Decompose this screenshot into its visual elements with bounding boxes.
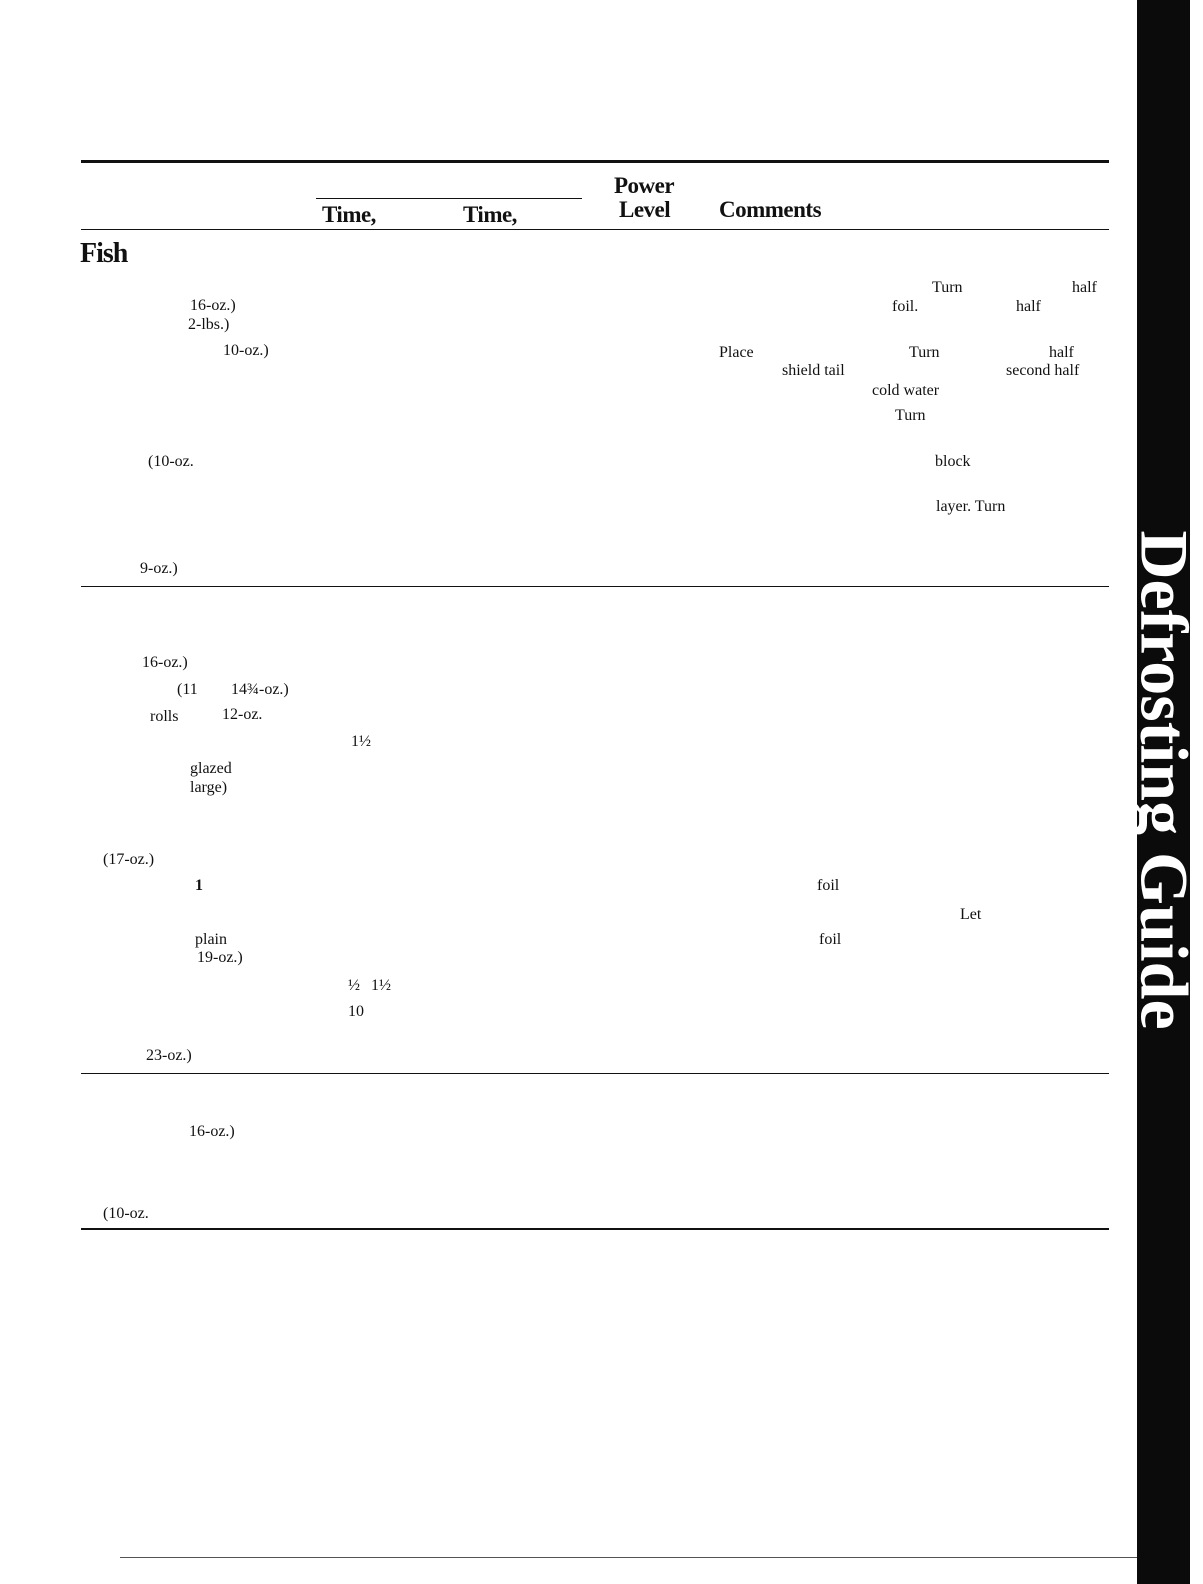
bread-time-3: 1½ bbox=[371, 977, 391, 994]
fish-comment-10: cold water bbox=[872, 382, 940, 399]
bread-food-5: 12-oz. bbox=[222, 706, 263, 723]
bread-food-6: glazed bbox=[190, 760, 232, 777]
bread-food-3: 14¾-oz.) bbox=[231, 681, 289, 698]
bread-food-11: 19-oz.) bbox=[197, 949, 243, 966]
fish-comment-3: foil. bbox=[892, 298, 919, 315]
bread-comment-2: Let bbox=[960, 906, 982, 923]
bread-food-10: plain bbox=[195, 931, 227, 948]
fish-comment-13: layer. Turn bbox=[936, 498, 1006, 515]
fish-comment-9: second half bbox=[1006, 362, 1080, 379]
bread-food-2: (11 bbox=[177, 681, 198, 698]
fish-food-4: (10-oz. bbox=[148, 453, 194, 470]
bread-food-9: 1 bbox=[195, 877, 203, 894]
sidebar-tab bbox=[1126, 0, 1202, 1584]
bread-time-4: 10 bbox=[348, 1003, 364, 1020]
fish-food-5: 9-oz.) bbox=[140, 560, 178, 577]
bread-food-7: large) bbox=[190, 779, 228, 796]
fish-comment-1: Turn bbox=[932, 279, 963, 296]
header-comments: Comments bbox=[719, 197, 822, 222]
bread-food-8: (17-oz.) bbox=[103, 851, 155, 868]
sidebar-label: Defrosting Guide bbox=[1126, 530, 1202, 1030]
header-time-1: Time, bbox=[322, 202, 376, 227]
fish-comment-8: shield tail bbox=[782, 362, 845, 379]
veg-food-1: 16-oz.) bbox=[189, 1123, 235, 1140]
top-rule bbox=[81, 160, 1109, 163]
header-power: Power bbox=[614, 173, 675, 198]
fish-comment-6: Turn bbox=[909, 344, 940, 361]
header-bottom-rule bbox=[81, 229, 1109, 230]
bread-time-1: 1½ bbox=[351, 733, 371, 750]
fish-food-1: 16-oz.) bbox=[190, 297, 236, 314]
table-bottom-rule bbox=[81, 1228, 1109, 1230]
bread-food-4: rolls bbox=[150, 708, 179, 725]
header-level: Level bbox=[619, 197, 671, 222]
veg-food-2: (10-oz. bbox=[103, 1205, 149, 1222]
footer-rule bbox=[120, 1557, 1137, 1558]
fish-comment-11: Turn bbox=[895, 407, 926, 424]
fish-comment-4: half bbox=[1016, 298, 1041, 315]
header-time-2: Time, bbox=[463, 202, 517, 227]
bread-comment-3: foil bbox=[819, 931, 842, 948]
section-title-fish: Fish bbox=[80, 238, 128, 269]
bread-food-12: 23-oz.) bbox=[146, 1047, 192, 1064]
time-group-rule bbox=[316, 198, 582, 199]
fish-comment-12: block bbox=[935, 453, 971, 470]
bread-food-1: 16-oz.) bbox=[142, 654, 188, 671]
fish-comment-2: half bbox=[1072, 279, 1097, 296]
breads-bottom-rule bbox=[81, 1073, 1109, 1074]
bread-comment-1: foil bbox=[817, 877, 840, 894]
fish-food-2: 2-lbs.) bbox=[188, 316, 230, 333]
fish-comment-7: half bbox=[1049, 344, 1074, 361]
fish-comment-5: Place bbox=[719, 344, 754, 361]
bread-time-2: ½ bbox=[348, 977, 360, 994]
fish-food-3: 10-oz.) bbox=[223, 342, 269, 359]
fish-bottom-rule bbox=[81, 586, 1109, 587]
